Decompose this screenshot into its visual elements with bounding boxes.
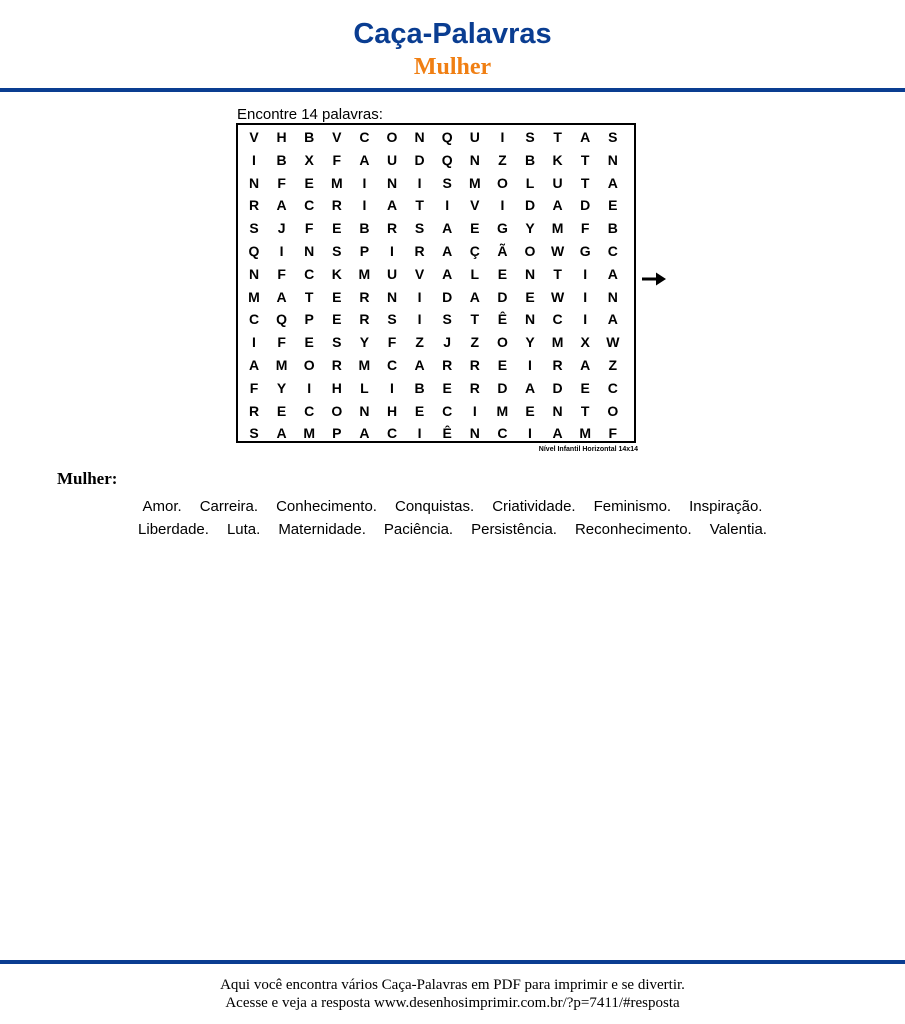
grid-letter: C (607, 379, 618, 396)
grid-letter: I (417, 311, 422, 328)
grid-letter: I (252, 151, 256, 168)
grid-letter: E (414, 402, 425, 419)
word-list-item: Criatividade. (492, 498, 576, 515)
grid-letter: C (386, 425, 398, 442)
grid-letter: R (331, 357, 342, 373)
grid-letter: H (331, 379, 342, 396)
grid-letter: A (607, 174, 618, 191)
grid-letter: X (580, 334, 590, 351)
grid-letter: Z (498, 151, 507, 168)
grid-letter: K (552, 151, 563, 168)
grid-letter: F (387, 334, 397, 351)
grid-row (238, 172, 634, 195)
grid-letter: T (580, 402, 590, 419)
grid-letter: A (524, 379, 536, 396)
grid-letter: U (552, 174, 563, 191)
grid-letter: E (304, 334, 314, 351)
right-arrow-icon (641, 271, 667, 287)
grid-letter: N (469, 151, 480, 168)
grid-letter: P (304, 311, 314, 328)
grid-letter: F (304, 220, 314, 237)
grid-letter: O (331, 402, 343, 419)
grid-letter: E (332, 288, 342, 305)
grid-letter: M (248, 288, 260, 305)
grid-letter: D (497, 288, 508, 305)
grid-letter: I (362, 197, 367, 214)
grid-letter: Q (441, 151, 453, 168)
page-title: Caça-Palavras (353, 18, 552, 50)
grid-letter: S (387, 311, 397, 328)
grid-letter: R (386, 220, 398, 237)
grid-letter: A (276, 197, 287, 214)
grid-letter: D (414, 151, 425, 168)
grid-letter: A (442, 265, 453, 282)
grid-letter: A (414, 357, 425, 373)
grid-letter: N (469, 425, 480, 442)
grid-letter: F (249, 379, 259, 396)
grid-letter: N (359, 402, 370, 419)
grid-letter: F (277, 334, 286, 351)
word-list-line-1 (0, 498, 905, 516)
grid-letter: E (304, 174, 314, 191)
grid-letter: N (248, 265, 260, 282)
grid-row (238, 400, 634, 423)
grid-letter: R (359, 311, 370, 328)
word-list-item: Inspiração. (689, 498, 763, 515)
grid-letter: S (249, 425, 259, 442)
grid-letter: I (307, 379, 312, 396)
word-list-item: Luta. (226, 521, 261, 538)
grid-row (238, 194, 634, 217)
grid-letter: A (552, 425, 563, 442)
grid-row (238, 377, 634, 400)
grid-letter: M (496, 402, 509, 419)
grid-letter: A (580, 129, 591, 145)
word-list-line-2 (0, 521, 905, 539)
word-list-item: Conquistas. (394, 498, 475, 515)
grid-letter: C (304, 197, 315, 214)
grid-letter: E (608, 197, 618, 214)
word-list-item: Reconhecimento. (574, 521, 692, 538)
grid-letter: B (359, 220, 370, 237)
grid-letter: R (469, 357, 480, 373)
grid-letter: N (386, 288, 398, 305)
grid-letter: N (524, 265, 536, 282)
grid-letter: A (359, 425, 370, 442)
grid-letter: B (304, 129, 315, 145)
grid-letter: C (359, 129, 370, 145)
grid-letter: I (417, 425, 422, 442)
grid-letter: C (248, 311, 260, 328)
grid-letter: I (583, 311, 588, 328)
grid-letter: V (414, 265, 425, 282)
grid-letter: M (303, 425, 316, 442)
grid-row (238, 308, 634, 331)
grid-letter: H (386, 402, 398, 419)
word-list-item: Amor. (142, 498, 182, 515)
grid-letter: O (496, 334, 508, 351)
grid-letter: T (415, 197, 424, 214)
grid-letter: R (469, 379, 480, 396)
grid-letter: S (332, 334, 342, 351)
grid-letter: I (252, 334, 256, 351)
grid-letter: T (470, 311, 480, 328)
grid-letter: F (277, 174, 286, 191)
grid-letter: E (580, 379, 590, 396)
grid-letter: A (607, 265, 618, 282)
grid-letter: M (330, 174, 343, 191)
grid-letter: X (304, 151, 314, 168)
grid-letter: I (500, 197, 505, 214)
grid-row (238, 149, 634, 172)
grid-letter: V (249, 129, 259, 145)
grid-letter: C (607, 243, 618, 259)
level-note: Nível Infantil Horizontal 14x14 (538, 446, 638, 453)
grid-letter: A (552, 197, 563, 214)
grid-letter: S (414, 220, 425, 237)
grid-letter: Y (525, 220, 535, 237)
grid-letter: Ã (497, 243, 508, 259)
grid-letter: O (607, 402, 619, 419)
grid-letter: G (579, 243, 591, 259)
grid-letter: E (497, 357, 508, 373)
grid-letter: E (332, 311, 342, 328)
grid-letter: Y (276, 379, 287, 396)
grid-letter: F (580, 220, 590, 237)
grid-letter: Q (441, 129, 453, 145)
footer-divider (0, 960, 905, 964)
grid-letter: C (497, 425, 508, 442)
grid-letter: A (442, 220, 453, 237)
grid-row (238, 240, 634, 263)
grid-letter: A (276, 425, 287, 442)
grid-letter: Q (248, 243, 260, 259)
grid-letter: A (580, 357, 591, 373)
grid-row (238, 422, 634, 445)
grid-letter: S (332, 243, 342, 259)
grid-letter: C (304, 265, 315, 282)
grid-letter: T (553, 129, 562, 145)
grid-letter: N (607, 151, 618, 168)
grid-letter: E (525, 288, 535, 305)
grid-letter: Y (359, 334, 370, 351)
grid-letter: R (331, 197, 342, 214)
grid-letter: R (248, 197, 260, 214)
grid-letter: Y (525, 334, 535, 351)
grid-letter: S (608, 129, 618, 145)
grid-row (238, 286, 634, 309)
grid-letter: T (553, 265, 562, 282)
grid-letter: N (607, 288, 618, 305)
grid-letter: V (470, 197, 480, 214)
grid-letter: I (500, 129, 505, 145)
word-list-item: Feminismo. (593, 498, 672, 515)
grid-letter: A (386, 197, 398, 214)
grid-letter: E (276, 402, 287, 419)
grid-letter: I (390, 243, 394, 259)
grid-letter: I (390, 379, 394, 396)
puzzle-instruction: Encontre 14 palavras: (237, 106, 383, 123)
header-divider (0, 88, 905, 92)
grid-letter: M (579, 425, 592, 442)
grid-letter: C (552, 311, 563, 328)
grid-row (238, 354, 634, 377)
grid-letter: M (468, 174, 481, 191)
grid-letter: O (524, 243, 536, 259)
grid-letter: N (552, 402, 563, 419)
grid-letter: T (304, 288, 314, 305)
grid-letter: R (414, 243, 425, 259)
grid-letter: V (332, 129, 342, 145)
grid-letter: B (607, 220, 618, 237)
grid-letter: F (608, 425, 618, 442)
grid-letter: D (497, 379, 508, 396)
grid-letter: E (525, 402, 535, 419)
grid-letter: C (442, 402, 453, 419)
page-subtitle: Mulher (413, 54, 492, 80)
grid-letter: L (525, 174, 535, 191)
grid-letter: B (524, 151, 536, 168)
grid-letter: U (469, 129, 480, 145)
grid-letter: R (552, 357, 563, 373)
grid-letter: M (358, 265, 371, 282)
grid-letter: C (304, 402, 315, 419)
grid-letter: Ê (442, 425, 452, 442)
grid-letter: N (386, 174, 398, 191)
grid-letter: M (275, 357, 288, 373)
grid-letter: B (276, 151, 287, 168)
grid-letter: S (249, 220, 259, 237)
grid-letter: O (496, 174, 508, 191)
word-list-item: Conhecimento. (276, 498, 377, 515)
grid-letter: D (442, 288, 453, 305)
grid-letter: Z (415, 334, 424, 351)
grid-letter: J (277, 220, 286, 237)
grid-letter: C (386, 357, 398, 373)
grid-letter: F (277, 265, 286, 282)
grid-letter: I (528, 357, 532, 373)
grid-letter: M (358, 357, 371, 373)
word-list-item: Persistência. (471, 521, 557, 538)
grid-letter: O (303, 357, 315, 373)
grid-letter: I (472, 402, 477, 419)
grid-letter: I (362, 174, 367, 191)
grid-letter: Ç (469, 243, 480, 259)
grid-letter: S (442, 174, 452, 191)
grid-letter: A (442, 243, 453, 259)
grid-letter: U (386, 151, 398, 168)
grid-letter: A (359, 151, 370, 168)
grid-letter: O (386, 129, 398, 145)
grid-letter: I (417, 174, 422, 191)
grid-row (238, 331, 634, 354)
grid-letter: R (359, 288, 370, 305)
word-list-item: Valentia. (709, 521, 767, 538)
grid-letter: I (583, 288, 588, 305)
grid-letter: T (580, 151, 590, 168)
grid-row (238, 263, 634, 286)
letter-grid (236, 123, 636, 443)
grid-letter: D (580, 197, 591, 214)
grid-letter: E (332, 220, 342, 237)
grid-row (238, 217, 634, 240)
grid-letter: D (524, 197, 536, 214)
grid-letter: R (442, 357, 453, 373)
word-list-heading: Mulher: (57, 469, 118, 488)
grid-letter: A (248, 357, 260, 373)
grid-letter: Z (470, 334, 480, 351)
grid-letter: N (414, 129, 425, 145)
grid-letter: A (607, 311, 618, 328)
grid-letter: Z (608, 357, 618, 373)
grid-row (238, 126, 634, 149)
grid-letter: W (550, 288, 565, 305)
footer-text-1: Aqui você encontra vários Caça-Palavras em PDF para imprimir e se divertir. (220, 977, 685, 993)
grid-letter: R (248, 402, 260, 419)
grid-letter: N (248, 174, 260, 191)
grid-letter: G (496, 220, 508, 237)
grid-letter: H (276, 129, 287, 145)
grid-letter: S (442, 311, 452, 328)
grid-letter: J (443, 334, 452, 351)
grid-letter: B (414, 379, 425, 396)
grid-letter: I (583, 265, 588, 282)
grid-letter: I (528, 425, 532, 442)
grid-letter: D (552, 379, 563, 396)
grid-letter: Ê (497, 311, 508, 328)
footer-text-2: Acesse e veja a resposta www.desenhosimprimir.com.br/?p=7411/#resposta (225, 995, 680, 1011)
grid-letter: E (470, 220, 480, 237)
grid-letter: E (442, 379, 452, 396)
word-list-item: Carreira. (199, 498, 259, 515)
grid-letter: W (550, 243, 565, 259)
word-list-item: Maternidade. (278, 521, 366, 538)
grid-letter: L (470, 265, 480, 282)
grid-letter: T (580, 174, 590, 191)
grid-letter: U (386, 265, 398, 282)
grid-letter: P (359, 243, 370, 259)
grid-letter: L (360, 379, 369, 396)
grid-letter: E (497, 265, 508, 282)
grid-letter: S (525, 129, 535, 145)
word-list-item: Paciência. (383, 521, 454, 538)
grid-letter: N (304, 243, 315, 259)
grid-letter: I (279, 243, 284, 259)
grid-letter: M (551, 220, 564, 237)
grid-letter: M (551, 334, 564, 351)
grid-letter: F (332, 151, 342, 168)
grid-letter: Q (276, 311, 288, 328)
grid-letter: K (331, 265, 342, 282)
grid-letter: A (469, 288, 480, 305)
grid-letter: P (332, 425, 342, 442)
word-list-item: Liberdade. (138, 521, 209, 538)
grid-letter: I (417, 288, 422, 305)
grid-letter: A (276, 288, 287, 305)
grid-letter: N (524, 311, 536, 328)
grid-letter: I (445, 197, 450, 214)
grid-letter: W (606, 334, 620, 351)
